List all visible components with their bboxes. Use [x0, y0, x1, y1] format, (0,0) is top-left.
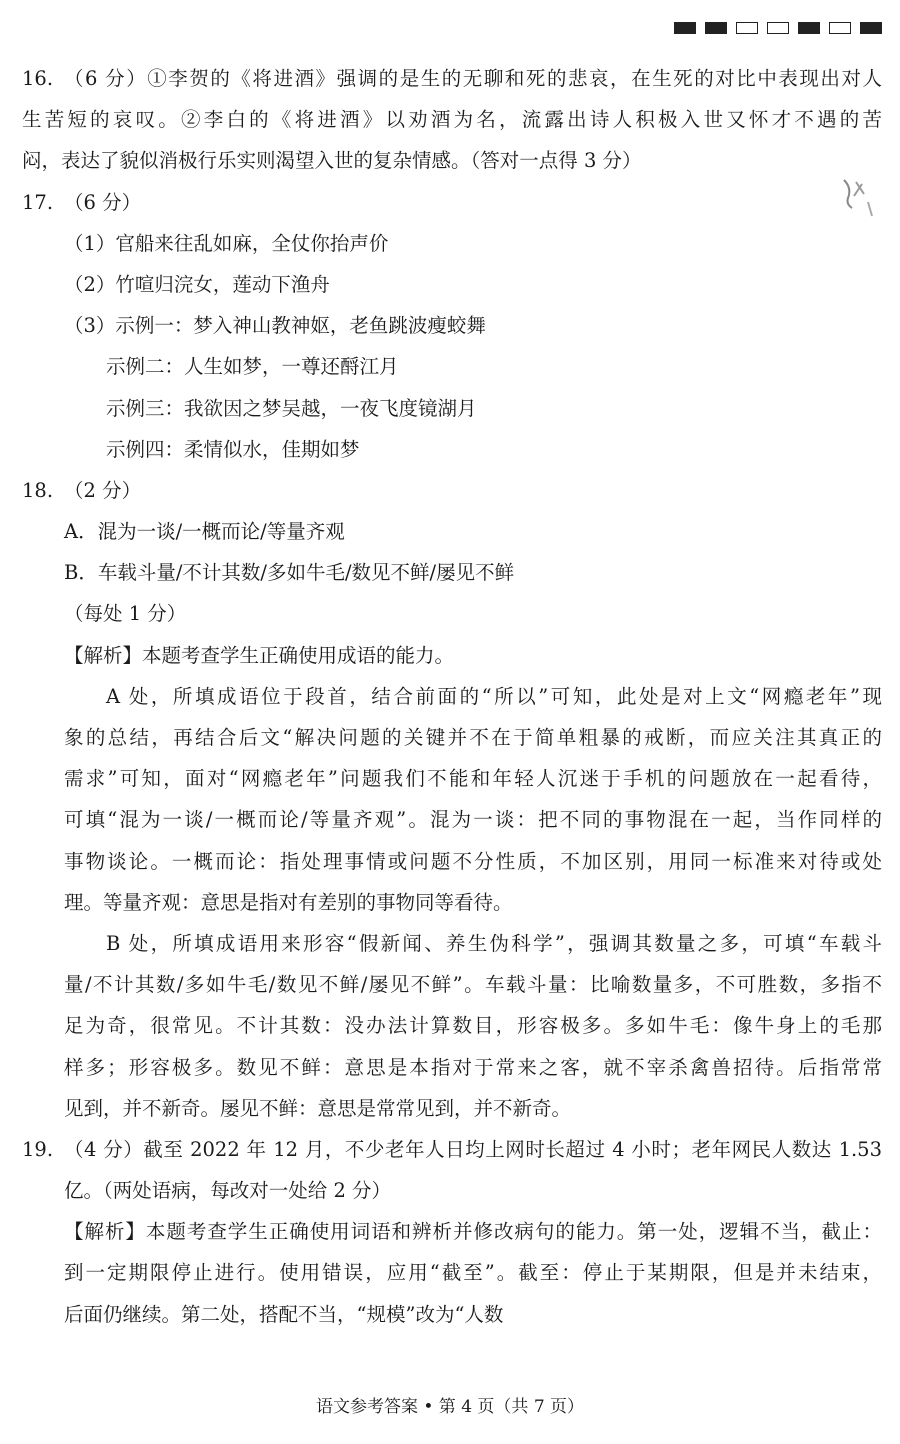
code-mark — [767, 22, 789, 34]
q17-example-2: 示例二：人生如梦，一尊还酹江月 — [106, 355, 399, 379]
q19-number: 19. — [22, 1137, 54, 1161]
code-mark — [829, 22, 851, 34]
q17-score: （6 分） — [64, 190, 142, 214]
q18-para-a-line-6: 理。等量齐观：意思是指对有差别的事物同等看待。 — [64, 890, 513, 914]
q18-score: （2 分） — [64, 478, 142, 502]
q16-line-3: 闷，表达了貌似消极行乐实则渴望入世的复杂情感。（答对一点得 3 分） — [22, 149, 642, 173]
q19-line-1: 19. （4 分）截至 2022 年 12 月，不少老年人日均上网时长超过 4 小时；老年网民人数达 1.53 — [22, 1129, 882, 1170]
code-mark — [705, 22, 727, 34]
code-mark — [674, 22, 696, 34]
q18-header — [22, 470, 882, 511]
q19-analysis-line-2: 到一定期限停止进行。使用错误，应用“截至”。截至：停止于某期限，但是并未结束， — [64, 1261, 882, 1285]
q18-para-b-line-3: 足为奇，很常见。不计其数：没办法计算数目，形容极多。多如牛毛：像牛身上的毛那 — [64, 1014, 882, 1038]
q19-line-2: 亿。（两处语病，每改对一处给 2 分） — [64, 1179, 392, 1203]
q18-para-b-line-4: 样多；形容极多。数见不鲜：意思是本指对于常来之客，就不宰杀禽兽招待。后指常常 — [64, 1055, 882, 1079]
q19-analysis-line-3: 后面仍继续。第二处，搭配不当，“规模”改为“人数 — [64, 1302, 504, 1326]
q18-analysis-title: 【解析】本题考查学生正确使用成语的能力。 — [64, 643, 455, 667]
q18-para-a-line-1: A 处，所填成语位于段首，结合前面的“所以”可知，此处是对上文“网瘾老年”现 — [106, 684, 882, 708]
q18-per-item-score: （每处 1 分） — [64, 602, 187, 626]
q17-item-2: （2）竹喧归浣女，莲动下渔舟 — [64, 272, 330, 296]
q17-example-4: 示例四：柔情似水，佳期如梦 — [106, 437, 360, 461]
q16-line-1: 16. （6 分）①李贺的《将进酒》强调的是生的无聊和死的悲哀，在生死的对比中表现出对人 — [22, 58, 882, 99]
q16-line-2: 生苦短的哀叹。②李白的《将进酒》以劝酒为名，流露出诗人积极入世又怀才不遇的苦 — [22, 108, 882, 132]
q18-para-a-line-3: 需求”可知，面对“网瘾老年”问题我们不能和年轻人沉迷于手机的问题放在一起看待， — [64, 767, 882, 791]
q17-item-1: （1）官船来往乱如麻，全仗你抬声价 — [64, 231, 389, 255]
q18-para-a-line-5: 事物谈论。一概而论：指处理事情或问题不分性质，不加区别，用同一标准来对待或处 — [64, 849, 882, 873]
q18-answer-b: B．车载斗量/不计其数/多如牛毛/数见不鲜/屡见不鲜 — [64, 561, 515, 585]
exam-code-marks — [674, 22, 882, 34]
q19-analysis-line-1: 【解析】本题考查学生正确使用词语和辨析并修改病句的能力。第一处，逻辑不当，截止： — [64, 1220, 882, 1244]
q17-header — [22, 182, 882, 223]
q16-number: 16. — [22, 67, 54, 90]
q17-example-3: 示例三：我欲因之梦吴越，一夜飞度镜湖月 — [106, 396, 477, 420]
q18-number: 18. — [22, 478, 54, 502]
q18-para-b-line-2: 量/不计其数/多如牛毛/数见不鲜/屡见不鲜”。车载斗量：比喻数量多，不可胜数，多指不 — [64, 973, 882, 997]
code-mark — [736, 22, 758, 34]
code-mark — [860, 22, 882, 34]
answer-content — [22, 58, 882, 1335]
q18-answer-a: A．混为一谈/一概而论/等量齐观 — [64, 520, 345, 544]
q18-para-b-line-5: 见到，并不新奇。屡见不鲜：意思是常常见到，并不新奇。 — [64, 1096, 572, 1120]
q17-item-3: （3）示例一：梦入神山教神妪，老鱼跳波瘦蛟舞 — [64, 314, 486, 338]
q18-para-a-line-2: 象的总结，再结合后文“解决问题的关键并不在于简单粗暴的戒断，而应关注其真正的 — [64, 726, 882, 749]
q17-number: 17. — [22, 190, 54, 214]
q18-para-b-line-1: B 处，所填成语用来形容“假新闻、养生伪科学”，强调其数量之多，可填“车载斗 — [106, 931, 882, 955]
code-mark — [798, 22, 820, 34]
page-footer: 语文参考答案 • 第 4 页（共 7 页） — [315, 1397, 585, 1417]
q18-para-a-line-4: 可填“混为一谈/一概而论/等量齐观”。混为一谈：把不同的事物混在一起，当作同样的 — [64, 808, 882, 832]
